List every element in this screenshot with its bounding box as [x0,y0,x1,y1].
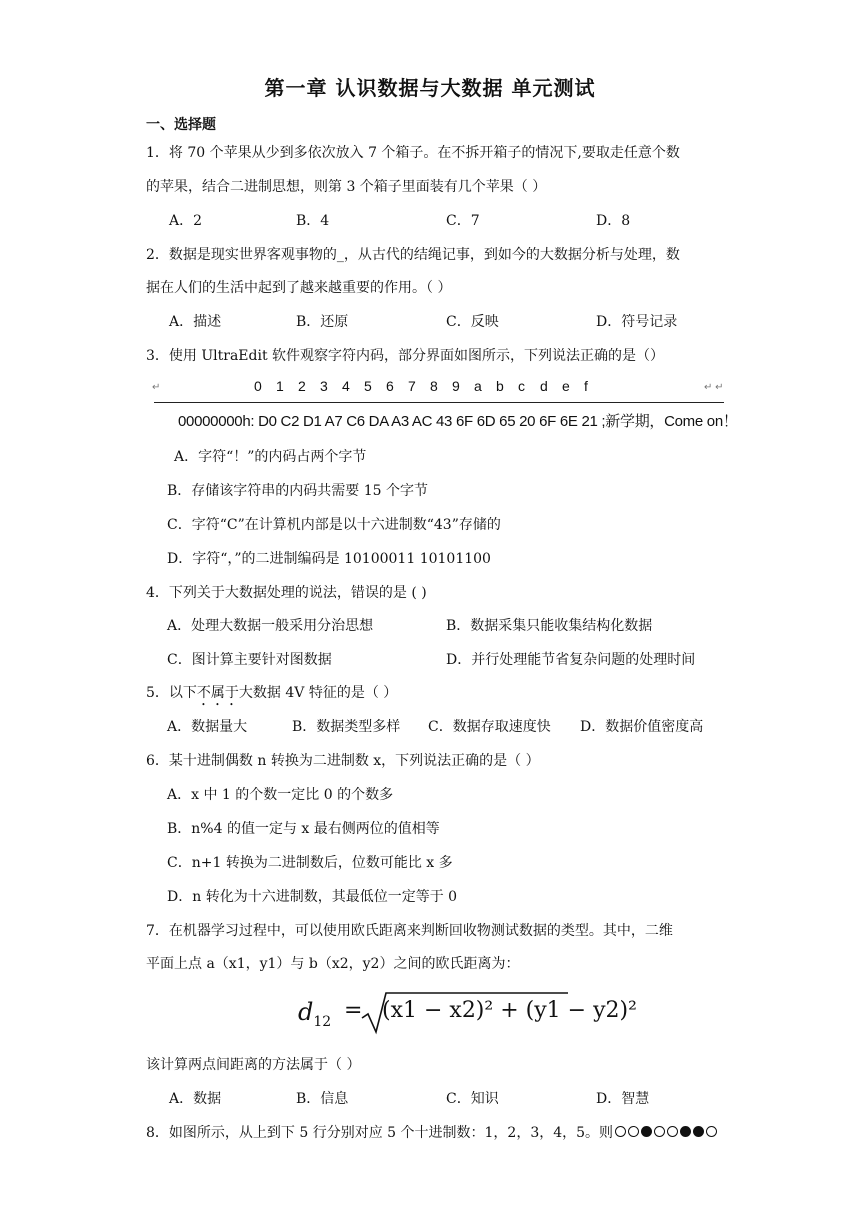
filled-circle-icon [641,1126,652,1137]
q4-option-b[interactable]: B．数据采集只能收集结构化数据 [446,618,653,634]
q8-stem-text: 8．如图所示，从上到下 5 行分别对应 5 个十进制数：1，2，3，4，5。则 [146,1125,614,1141]
formula-equals: = [344,998,363,1023]
q4-option-c[interactable]: C．图计算主要针对图数据 [167,652,332,668]
hex-col-2: 2 [298,378,306,394]
q7-option-a[interactable]: A．数据 [169,1091,222,1107]
q8-dot-pattern [613,1125,717,1141]
page-title: 第一章 认识数据与大数据 单元测试 [264,76,596,100]
formula-lhs: $d_{12}$ [298,998,332,1030]
q7-stem-after: 该计算两点间距离的方法属于（ ） [146,1057,361,1073]
q8-stem [146,1122,717,1142]
q2-stem-line1: 2．数据是现实世界客观事物的_，从古代的结绳记事，到如今的大数据分析与处理，数 [146,247,680,263]
q2-option-c[interactable]: C．反映 [446,314,499,330]
ultraedit-hex-figure [148,374,738,436]
filled-circle-icon [693,1126,704,1137]
q2-option-a[interactable]: A．描述 [169,314,222,330]
filled-circle-icon [680,1126,691,1137]
hex-col-3: 3 [320,378,328,394]
q4-stem: 4．下列关于大数据处理的说法，错误的是 ( ) [146,585,427,601]
q6-option-b[interactable]: B．n%4 的值一定与 x 最右侧两位的值相等 [167,821,440,837]
hex-divider [154,402,724,403]
hex-col-e: e [562,378,570,394]
q1-stem-line2: 的苹果，结合二进制思想，则第 3 个箱子里面装有几个苹果（ ） [146,179,547,195]
hex-col-8: 8 [430,378,438,394]
q1-option-c[interactable]: C．7 [446,213,480,229]
q5-option-a[interactable]: A．数据量大 [167,719,248,735]
hollow-circle-icon [615,1126,626,1137]
q6-option-a[interactable]: A．x 中 1 的个数一定比 0 的个数多 [167,787,394,803]
q5-stem-prefix: 5．以下 [146,685,197,701]
q5-stem-emphasis: 不属于 [196,685,239,701]
q6-option-d[interactable]: D．n 转化为十六进制数，其最低位一定等于 0 [167,889,458,905]
q5-stem [146,682,397,709]
return-mark-icon: ↵ ↵ [704,382,724,393]
q6-option-c[interactable]: C．n+1 转换为二进制数后，位数可能比 x 多 [167,855,453,871]
hex-col-c: c [518,378,525,394]
q3-stem: 3．使用 UltraEdit 软件观察字符内码，部分界面如图所示，下列说法正确的是（） [146,348,665,364]
hex-col-5: 5 [364,378,372,394]
q4-option-d[interactable]: D．并行处理能节省复杂问题的处理时间 [446,652,696,668]
q3-option-b[interactable]: B．存储该字符串的内码共需要 15 个字节 [167,483,429,499]
q3-option-d[interactable]: D．字符“，”的二进制编码是 10100011 10101100 [167,551,491,567]
q4-option-a[interactable]: A．处理大数据一般采用分治思想 [167,618,374,634]
euclidean-distance-formula [298,990,637,1036]
section-heading: 一、选择题 [146,117,216,133]
q7-option-b[interactable]: B．信息 [296,1091,349,1107]
q1-option-d[interactable]: D．8 [596,213,631,229]
q5-option-c[interactable]: C．数据存取速度快 [428,719,551,735]
hex-col-0: 0 [254,378,262,394]
hex-col-9: 9 [452,378,460,394]
return-mark-icon: ↵ [152,382,161,393]
q7-option-d[interactable]: D．智慧 [596,1091,650,1107]
q1-option-b[interactable]: B．4 [296,213,330,229]
q1-stem-line1: 1．将 70 个苹果从少到多依次放入 7 个箱子。在不拆开箱子的情况下,要取走任意个数 [146,145,680,161]
q7-stem-line1: 7．在机器学习过程中，可以使用欧氏距离来判断回收物测试数据的类型。其中，二维 [146,923,673,939]
q7-option-c[interactable]: C．知识 [446,1091,499,1107]
hex-col-a: a [474,378,482,394]
q5-stem-suffix: 大数据 4V 特征的是（ ） [238,685,398,701]
hex-col-f: f [584,378,588,394]
q1-option-a[interactable]: A．2 [169,213,203,229]
q6-stem: 6．某十进制偶数 n 转换为二进制数 x，下列说法正确的是（ ） [146,753,540,769]
q2-option-b[interactable]: B．还原 [296,314,349,330]
q5-option-b[interactable]: B．数据类型多样 [292,719,401,735]
hollow-circle-icon [706,1126,717,1137]
q2-stem-line2: 据在人们的生活中起到了越来越重要的作用。（ ） [146,280,452,296]
hollow-circle-icon [654,1126,665,1137]
hollow-circle-icon [628,1126,639,1137]
hex-col-6: 6 [386,378,394,394]
formula-radicand: (x1 − x2)² + (y1 − y2)² [382,998,637,1023]
q3-option-c[interactable]: C．字符“C”在计算机内部是以十六进制数“43”存储的 [167,517,501,533]
hollow-circle-icon [667,1126,678,1137]
q5-option-d[interactable]: D．数据价值密度高 [580,719,704,735]
q2-option-d[interactable]: D．符号记录 [596,314,678,330]
hex-col-4: 4 [342,378,350,394]
hex-data-row: 00000000h: D0 C2 D1 A7 C6 DA A3 AC 43 6F 6D 65 20 6F 6E 21 ;新学期，Come on！ [178,413,738,430]
hex-col-d: d [540,378,548,394]
hex-col-7: 7 [408,378,416,394]
hex-col-1: 1 [276,378,284,394]
q3-option-a[interactable]: A．字符“！”的内码占两个字节 [174,449,367,465]
hex-col-b: b [496,378,504,394]
q7-stem-line2: 平面上点 a（x1，y1）与 b（x2，y2）之间的欧氏距离为： [146,956,520,972]
